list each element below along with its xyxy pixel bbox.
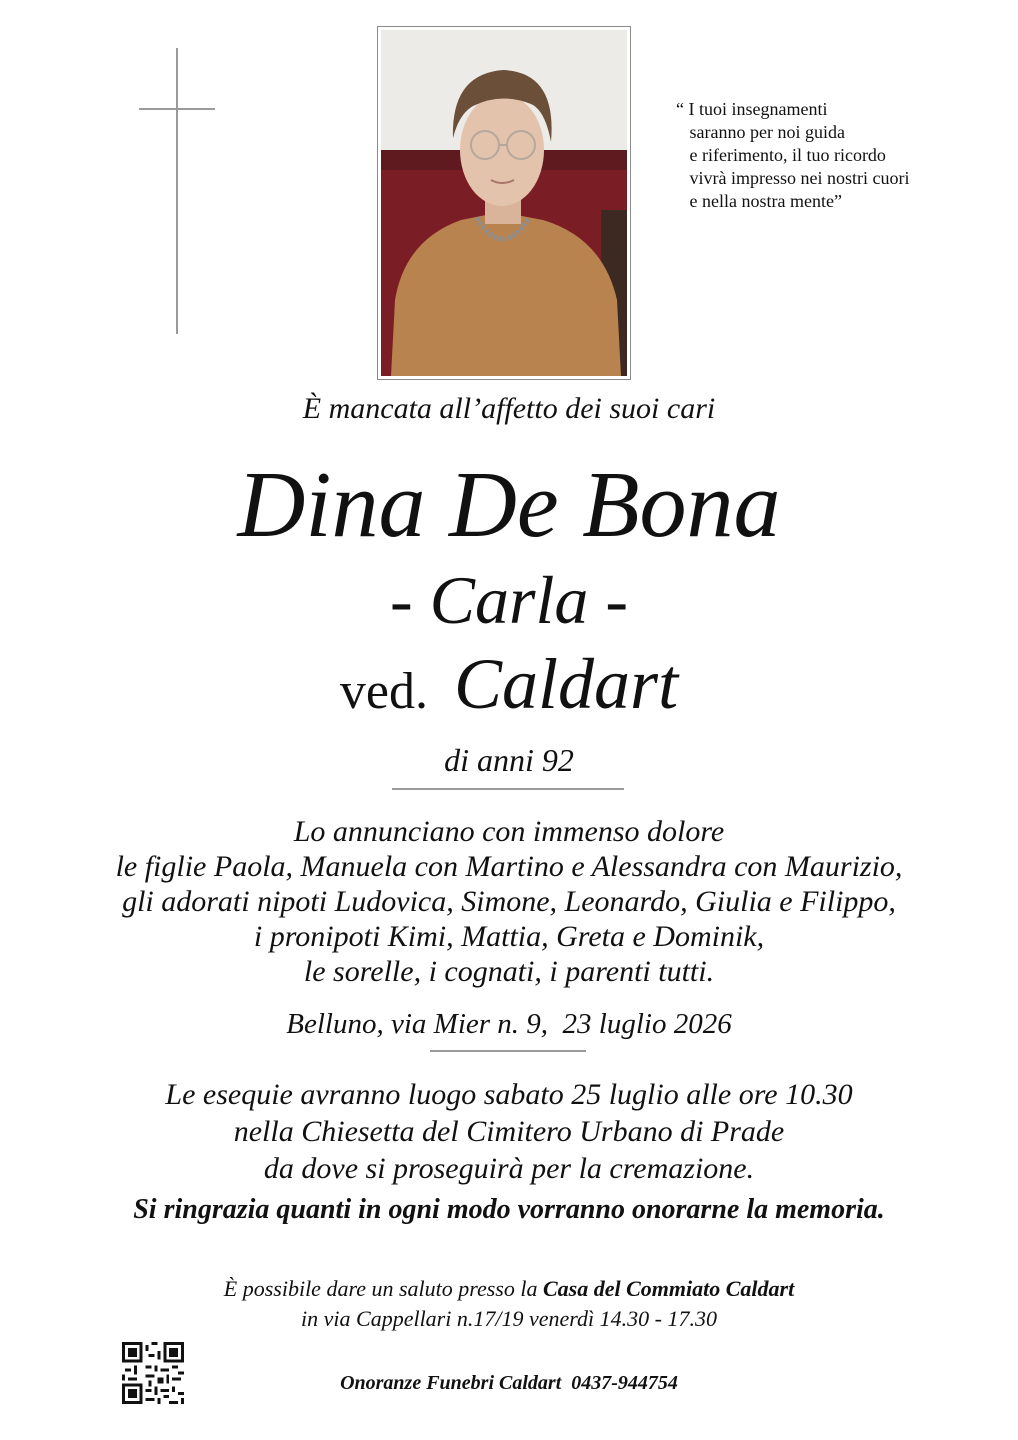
deceased-name: Dina De Bona	[237, 453, 781, 557]
divider-line	[392, 788, 624, 790]
age-line: di anni 92	[444, 742, 574, 778]
widow-surname: Caldart	[454, 644, 679, 724]
funeral-line: Le esequie avranno luogo sabato 25 luglio alle ore 10.30	[165, 1078, 853, 1111]
thanks-line: Si ringrazia quanti in ogni modo vorranno onorarne la memoria.	[133, 1194, 885, 1225]
funeral-details	[0, 1076, 1018, 1187]
cross-horizontal-bar	[139, 108, 215, 110]
funeral-line: nella Chiesetta del Cimitero Urbano di Prade	[233, 1115, 785, 1148]
visit-line-2: in via Cappellari n.17/19 venerdì 14.30 - 17.30	[301, 1306, 717, 1331]
visit-prefix: È possibile dare un saluto presso la	[223, 1276, 543, 1301]
portrait-image	[381, 30, 627, 376]
deceased-nickname: - Carla -	[390, 562, 628, 638]
announcement-line: le sorelle, i cognati, i parenti tutti.	[303, 955, 715, 988]
visit-line-1	[0, 1274, 1018, 1304]
announcement-line: gli adorati nipoti Ludovica, Simone, Leonardo, Giulia e Filippo,	[122, 885, 896, 918]
announcement-line: Lo annunciano con immenso dolore	[293, 815, 725, 848]
intro-line: È mancata all’affetto dei suoi cari	[302, 392, 716, 425]
divider-line	[430, 1050, 586, 1052]
announcement-line: le figlie Paola, Manuela con Martino e Alessandra con Maurizio,	[115, 850, 903, 883]
funeral-line: da dove si proseguirà per la cremazione.	[263, 1152, 755, 1185]
widow-prefix: ved.	[339, 663, 429, 720]
announcement-line: i pronipoti Kimi, Mattia, Greta e Dominik,	[253, 920, 765, 953]
funeral-home-footer: Onoranze Funebri Caldart 0437-944754	[340, 1372, 678, 1394]
place-date: Belluno, via Mier n. 9, 23 luglio 2026	[286, 1008, 732, 1040]
portrait-photo	[377, 26, 631, 380]
cross-vertical-bar	[176, 48, 178, 334]
memorial-quote: “ I tuoi insegnamenti saranno per noi guida e riferimento, il tuo ricordo vivrà impresso nei nostri cuori e nella nostra mente”	[676, 99, 910, 211]
visit-place: Casa del Commiato Caldart	[543, 1276, 795, 1301]
visit-info	[0, 1274, 1018, 1334]
announcement-block	[0, 814, 1018, 989]
widow-line	[0, 642, 1018, 734]
